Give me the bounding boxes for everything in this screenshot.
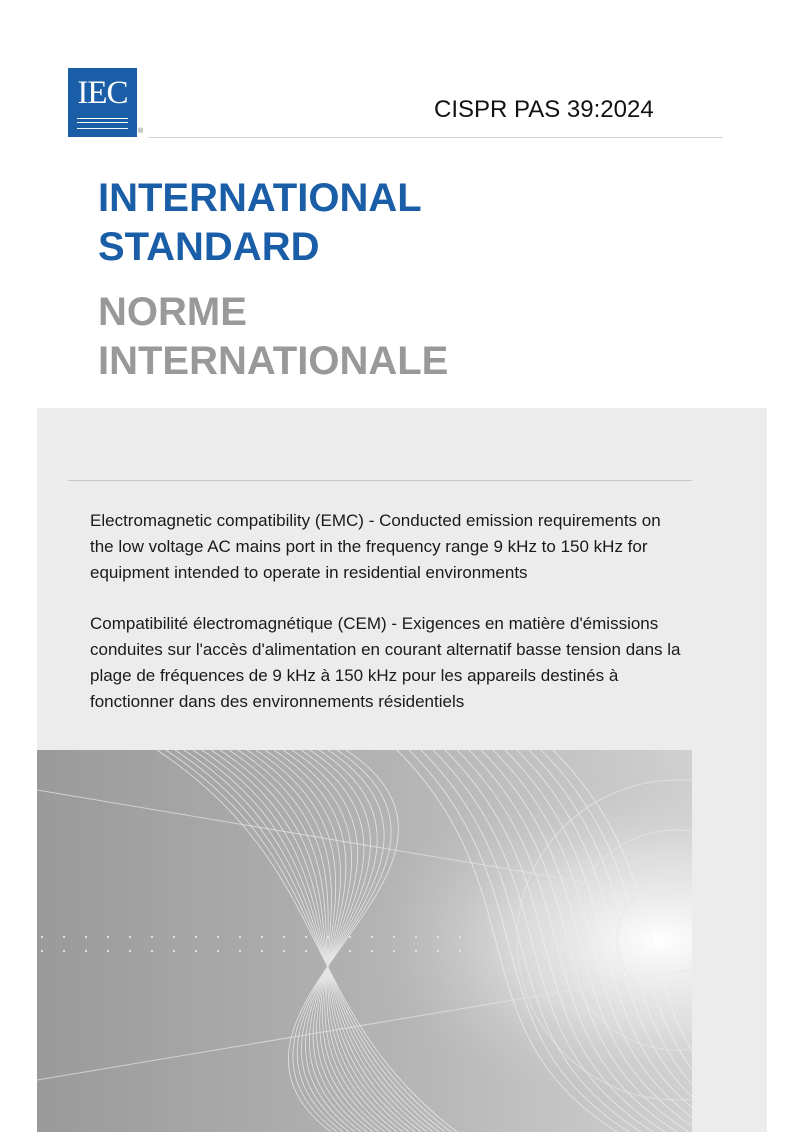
panel-divider <box>68 480 692 481</box>
cover-artwork <box>37 750 692 1132</box>
document-reference: CISPR PAS 39:2024 <box>434 96 654 123</box>
header-divider <box>148 137 723 138</box>
description-english: Electromagnetic compatibility (EMC) - Conducted emission requirements on the low voltage AC mains port in the frequency range 9 kHz to 150 kHz for equipment intended to operate in residential environments <box>90 511 661 582</box>
logo-lines <box>77 118 128 129</box>
iec-logo <box>68 68 137 137</box>
logo-text: IEC <box>77 75 128 111</box>
title-english: INTERNATIONAL STANDARD <box>98 176 422 269</box>
description-french: Compatibilité électromagnétique (CEM) - Exigences en matière d'émissions conduites sur l'accès d'alimentation en courant alternatif basse tension dans la plage de fréquences de 9 kHz à 150 kHz pour les appareils destinés à fonctionner dans des environnements résidentiels <box>90 614 681 711</box>
registered-mark: ® <box>138 128 144 135</box>
title-french: NORME INTERNATIONALE <box>98 290 449 383</box>
